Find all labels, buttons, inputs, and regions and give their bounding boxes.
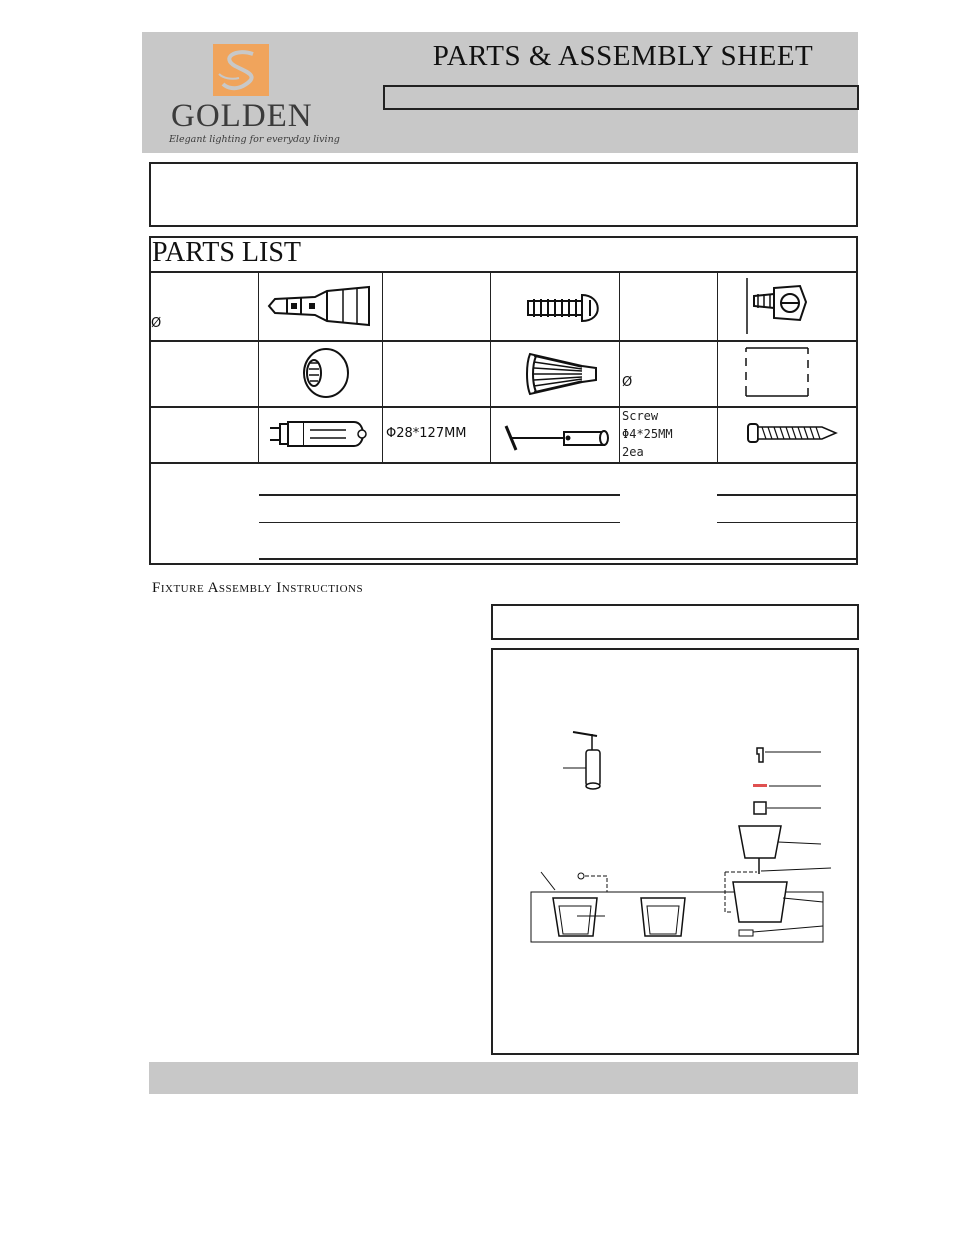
row1-diameter-symbol: Ø (151, 316, 162, 331)
wire-nut-icon (524, 350, 602, 398)
assembly-diagram (493, 650, 857, 1053)
assembly-diagram-box (491, 648, 859, 1055)
screw-spec-line-2: Φ4*25MM (622, 427, 673, 441)
company-logo (165, 40, 340, 152)
screw-spec-line-3: 2ea (622, 445, 644, 459)
ball-nut-icon (300, 347, 352, 399)
glass-panel-icon (744, 346, 810, 398)
machine-screw-icon (526, 292, 606, 324)
table-column-rule (490, 272, 491, 463)
footer-band (149, 1062, 858, 1094)
fill-in-line (717, 522, 858, 523)
wood-screw-icon (746, 422, 838, 444)
logo-tagline: Elegant lighting for everyday living (169, 134, 340, 145)
ground-screw-icon (744, 276, 810, 336)
parts-list-title: PARTS LIST (152, 237, 301, 268)
logo-mark-icon (213, 44, 269, 96)
assembly-heading: Fixture Assembly Instructions (152, 580, 364, 596)
model-number-field (383, 85, 859, 110)
table-rule (149, 271, 858, 273)
table-rule (149, 340, 858, 342)
fixture-info-box (149, 162, 858, 227)
hanging-rod-icon (502, 420, 614, 454)
screw-spec-line-1: Screw (622, 409, 659, 423)
logo-wordmark: GOLDEN (171, 98, 313, 134)
table-rule (149, 462, 858, 464)
bulb-size-text: Φ28*127MM (386, 426, 467, 441)
assembly-step-box (491, 604, 859, 640)
table-column-rule (258, 272, 259, 463)
table-column-rule (382, 272, 383, 463)
row2-diameter-symbol: Ø (622, 375, 633, 390)
sheet-title: PARTS & ASSEMBLY SHEET (432, 40, 814, 72)
fill-in-line (259, 522, 620, 523)
fill-in-line (259, 558, 858, 560)
halogen-bulb-icon (270, 419, 370, 449)
fill-in-line (259, 494, 620, 496)
anchor-plug-icon (265, 285, 377, 327)
table-column-rule (717, 272, 718, 463)
table-column-rule (619, 272, 620, 463)
table-rule (149, 406, 858, 408)
fill-in-line (717, 494, 858, 496)
